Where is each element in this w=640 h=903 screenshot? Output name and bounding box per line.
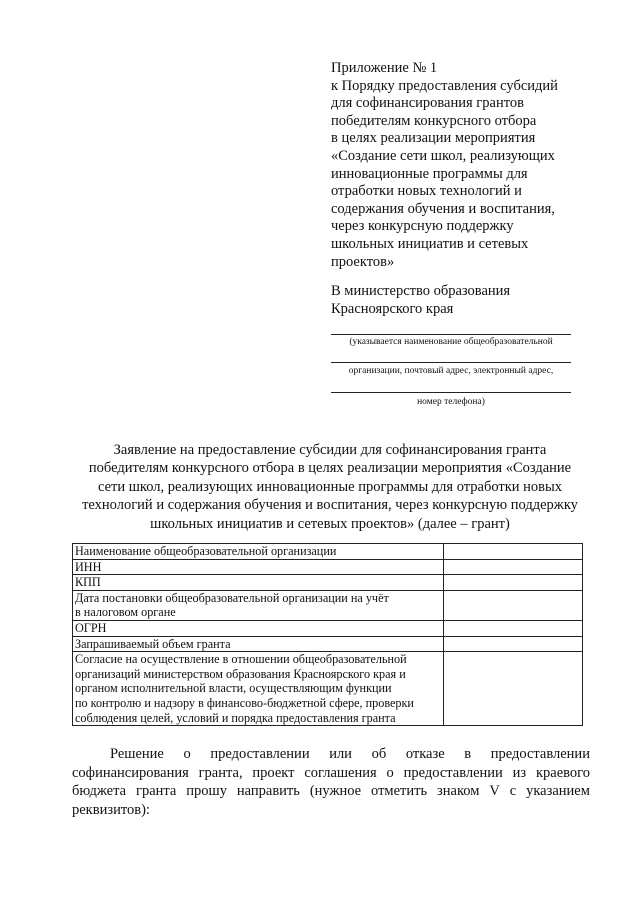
cell-text: по контролю и надзору в финансово-бюджетной сфере, проверки [75,695,414,710]
appendix-title: Приложение № 1 [331,60,438,76]
table-cell-value[interactable] [444,636,583,652]
fill-line [331,392,571,393]
table-row [73,544,583,560]
decision-line [72,745,590,764]
application-line: сети школ, реализующих инновационные программы для отработки новых [97,478,563,495]
appendix-line: школьных инициатив и сетевых [331,235,529,252]
table-row [73,620,583,636]
cell-text: соблюдения целей, условий и порядка предоставления гранта [75,710,396,725]
word: в [464,746,472,762]
word: знаком [437,783,480,799]
cell-text: в налоговом органе [75,605,176,620]
table-cell-value[interactable] [444,652,583,726]
application-line: школьных инициатив и сетевых проектов» (далее – грант) [150,515,510,532]
cell-text: ОГРН [75,620,107,635]
decision-paragraph [72,745,590,819]
table-cell-value[interactable] [444,544,583,560]
appendix-line: «Создание сети школ, реализующих [331,147,555,164]
table-cell-label [73,544,444,560]
fill-line [331,334,571,335]
appendix-line: через конкурсную поддержку [331,218,514,235]
word: бюджета [72,783,127,799]
fill-hint: организации, почтовый адрес, электронный адрес, [348,366,554,376]
table-cell-label [73,652,444,726]
appendix-line: инновационные программы для [331,165,528,182]
fill-line [331,362,571,363]
application-form-table [72,543,583,726]
appendix-line: к Порядку предоставления субсидий [331,77,558,94]
word: о [183,746,191,762]
table-cell-value[interactable] [444,575,583,591]
cell-text: КПП [75,575,101,590]
table-cell-label [73,575,444,591]
word: отказе [405,746,445,762]
cell-text: Запрашиваемый объем гранта [75,636,231,651]
word: софинансирования [72,764,189,781]
word: отметить [371,783,428,799]
table-row [73,636,583,652]
table-cell-value[interactable] [444,620,583,636]
table-cell-value[interactable] [444,590,583,620]
table-row [73,575,583,591]
appendix-line: содержания обучения и воспитания, [331,200,555,217]
cell-text: ИНН [75,559,102,574]
application-line: победителям конкурсного отбора в целях реализации мероприятия «Создание [88,460,572,477]
word: или [329,746,352,762]
word: краевого [535,764,590,781]
appendix-line: для софинансирования грантов [331,95,524,112]
word: об [371,746,387,762]
word: соглашения [304,764,377,781]
table-cell-label [73,559,444,575]
cell-text: Согласие на осуществление в отношении общеобразовательной [75,652,407,667]
word: гранта [136,783,177,799]
word: предоставлении [210,746,310,762]
decision-line [72,764,590,783]
word: из [512,764,527,781]
word: гранта, [198,764,243,781]
cell-text: Наименование общеобразовательной организации [75,544,337,558]
cell-text: организаций министерством образования Красноярского края и [75,666,406,681]
cell-text: Дата постановки общеобразовательной организации на учёт [75,590,389,605]
table-row [73,590,583,620]
word: Решение [110,746,164,762]
appendix-line: победителям конкурсного отбора [331,112,537,129]
table-cell-label [73,590,444,620]
table-row [73,652,583,726]
appendix-line: проектов» [331,253,395,270]
appendix-line: отработки новых технологий и [331,183,522,200]
fill-hint: (указывается наименование общеобразовательной [349,337,553,347]
addressee-line: Красноярского края [331,300,454,317]
word: указанием [526,783,590,799]
decision-line [72,782,590,801]
table-cell-label [73,620,444,636]
application-line: технологий и содержания обучения и воспитания, через конкурсную поддержку [82,497,578,514]
table-cell-value[interactable] [444,559,583,575]
word: (нужное [309,783,362,799]
table-row [73,559,583,575]
word: предоставлении [403,764,503,781]
word: V [489,783,500,799]
fill-hint: номер телефона) [417,397,485,407]
application-line: Заявление на предоставление субсидии для софинансирования гранта [113,442,547,458]
appendix-line: в целях реализации мероприятия [331,130,536,147]
addressee-line: В министерство образования [331,283,511,299]
word: реквизитов): [72,801,150,818]
cell-text: органом исполнительной власти, осуществляющим функции [75,681,392,696]
decision-line [72,801,590,820]
word: о [386,764,394,781]
word: предоставлении [490,746,590,762]
word: проект [252,764,295,781]
word: прошу [186,783,227,799]
table-cell-label [73,636,444,652]
application-title [60,441,600,533]
word: с [509,783,517,799]
word: направить [236,783,300,799]
addressee-block [331,283,591,318]
appendix-block [331,60,611,271]
